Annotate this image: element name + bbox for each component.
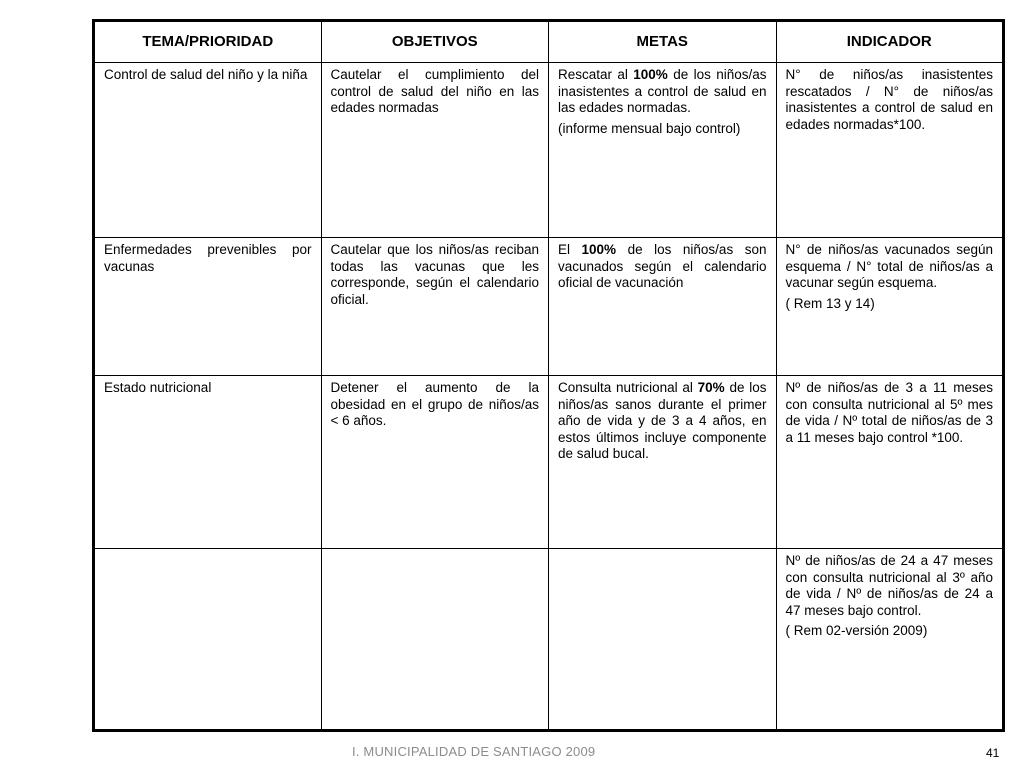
page-number: 41: [986, 746, 1000, 760]
cell-objetivos: [321, 238, 549, 376]
table-row: [94, 549, 1004, 731]
metas-text-pre: El: [558, 242, 582, 258]
cell-objetivos: [321, 549, 549, 731]
indicador-text: N° de niños/as vacunados según esquema / N° total de niños/as a vacunar según esquema.: [785, 242, 993, 291]
table-header-row: [94, 21, 1004, 63]
tema-text: Enfermedades prevenibles por vacunas: [104, 242, 312, 274]
indicador-text: N° de niños/as inasistentes rescatados / N° de niños/as inasistentes a control de salud en edades normadas*100.: [785, 67, 993, 132]
footer-text: I. MUNICIPALIDAD DE SANTIAGO 2009: [352, 744, 596, 759]
metas-percentage: 100%: [633, 67, 668, 82]
metas-paragraph: [558, 242, 767, 292]
metas-text-post: de los niños/as sanos durante el primer año de vida y de 3 a 4 años, en estos últimos incluye componente de salud bucal.: [558, 380, 767, 462]
header-metas: METAS: [549, 21, 777, 63]
header-objetivos: OBJETIVOS: [321, 21, 549, 63]
header-indicador: INDICADOR: [776, 21, 1004, 63]
metas-paragraph: [558, 380, 767, 463]
cell-objetivos: [321, 63, 549, 238]
cell-metas: [549, 549, 777, 731]
cell-metas: [549, 376, 777, 549]
metas-text-post: de los niños/as inasistentes a control de salud en las edades normadas.: [558, 67, 767, 115]
cell-tema: [94, 238, 322, 376]
cell-metas: [549, 63, 777, 238]
header-tema: TEMA/PRIORIDAD: [94, 21, 322, 63]
indicators-table: [92, 19, 1005, 732]
cell-indicador: [776, 376, 1004, 549]
indicador-rem-note: ( Rem 02-versión 2009): [785, 623, 928, 639]
cell-objetivos: [321, 376, 549, 549]
cell-indicador: [776, 238, 1004, 376]
cell-tema: [94, 549, 322, 731]
cell-metas: [549, 238, 777, 376]
cell-tema: [94, 376, 322, 549]
metas-paragraph: [558, 67, 767, 117]
metas-text-pre: Consulta nutricional al: [558, 380, 698, 396]
table-row: [94, 376, 1004, 549]
metas-text-pre: Rescatar al: [558, 67, 634, 82]
objetivos-text: Detener el aumento de la obesidad en el grupo de niños/as < 6 años.: [330, 380, 539, 429]
cell-indicador: [776, 549, 1004, 731]
table-row: [94, 63, 1004, 238]
indicador-text: Nº de niños/as de 3 a 11 meses con consulta nutricional al 5º mes de vida / Nº total de niños/as de 3 a 11 meses bajo control *100.: [785, 380, 993, 445]
objetivos-text: Cautelar el cumplimiento del control de salud del niño en las edades normadas: [330, 67, 539, 115]
metas-percentage: 70%: [697, 380, 725, 396]
metas-percentage: 100%: [581, 242, 617, 258]
tema-text: Control de salud del niño y la niña: [104, 67, 308, 82]
metas-text-post: de los niños/as son vacunados según el calendario oficial de vacunación: [558, 242, 767, 291]
metas-note: (informe mensual bajo control): [558, 120, 741, 136]
cell-indicador: [776, 63, 1004, 238]
indicador-text: Nº de niños/as de 24 a 47 meses con consulta nutricional al 3º año de vida / Nº de niños/as de 24 a 47 meses bajo control.: [785, 553, 993, 618]
objetivos-text: Cautelar que los niños/as reciban todas las vacunas que les corresponde, según el calendario oficial.: [330, 242, 539, 307]
cell-tema: [94, 63, 322, 238]
tema-text: Estado nutricional: [104, 380, 212, 396]
table-row: [94, 238, 1004, 376]
indicador-rem-note: ( Rem 13 y 14): [785, 295, 875, 311]
